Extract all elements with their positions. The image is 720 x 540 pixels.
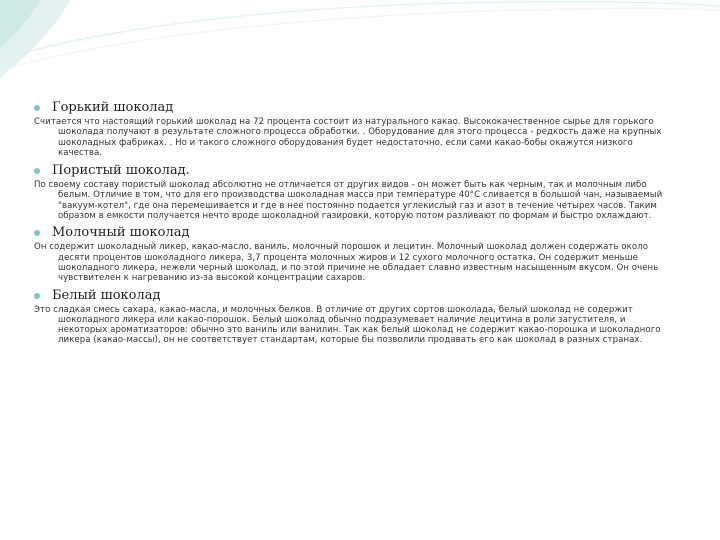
section-milk-chocolate	[34, 225, 674, 283]
document-content	[34, 100, 674, 346]
heading-text: Молочный шоколад	[52, 225, 190, 241]
heading-text: Пористый шоколад.	[52, 163, 190, 179]
bullet-icon	[34, 293, 40, 299]
decorative-corner-swoosh	[0, 0, 720, 95]
section-heading	[34, 225, 674, 241]
section-white-chocolate	[34, 288, 674, 346]
heading-text: Белый шоколад	[52, 287, 161, 303]
section-body: Это сладкая смесь сахара, какао-масла, и молочных белков. В отличие от других сортов шоколада, белый шоколад не содержит шоколадного ликера или какао-порошок. Белый шоколад обычно подразумевает наличие лецитина в роли загустителя, и некоторых ароматизаторов: обычно это ваниль или ванилин. Так как белый шоколад не содержит какао-порошка и шоколадного ликера (какао-массы), он не соответствует стандартам, которые бы позволили продавать его как шоколад в разных странах.	[34, 304, 661, 346]
section-porous-chocolate	[34, 163, 674, 221]
section-heading	[34, 288, 674, 304]
bullet-icon	[34, 105, 40, 111]
section-heading	[34, 100, 674, 116]
section-dark-chocolate	[34, 100, 674, 158]
section-body: Считается что настоящий горький шоколад на 72 процента состоит из натурального какао. Высококачественное сырье для горького шоколада получают в результате сложного процесса обработки. . Оборудование для этого процесса - редкость даже на крупных шоколадных фабриках. . Но и такого сложного оборудования будет недостаточно, если сами какао-бобы окажутся низкого качества.	[34, 117, 662, 158]
section-body: Он содержит шоколадный ликер, какао-масло, ваниль, молочный порошок и лецитин. Молочный шоколад должен содержать около десяти процентов шоколадного ликера, 3,7 процента молочных жиров и 12 сухого молочного остатка. Он содержит меньше шоколадного ликера, нежели черный шоколад, и по этой причине не обладает славно известным насыщенным вкусом. Он очень чувствителен к нагреванию из-за высокой концентрации сахаров.	[34, 242, 659, 284]
bullet-icon	[34, 168, 40, 174]
heading-text: Горький шоколад	[52, 100, 174, 115]
section-body: По своему составу пористый шоколад абсолютно не отличается от других видов - он может быть как черным, так и молочным либо белым. Отличие в том, что для его производства шоколадная масса при температуре 40°С сливается в большой чан, называемый "вакуум-котел", где она перемешивается и где в нее постоянно подается углекислый газ и азот в течение четырех часов. Таким образом в емкости получается нечто вроде шоколадной газировки, которую потом разливают по формам и быстро охлаждают.	[34, 180, 663, 222]
bullet-icon	[34, 230, 40, 236]
section-heading	[34, 163, 674, 179]
